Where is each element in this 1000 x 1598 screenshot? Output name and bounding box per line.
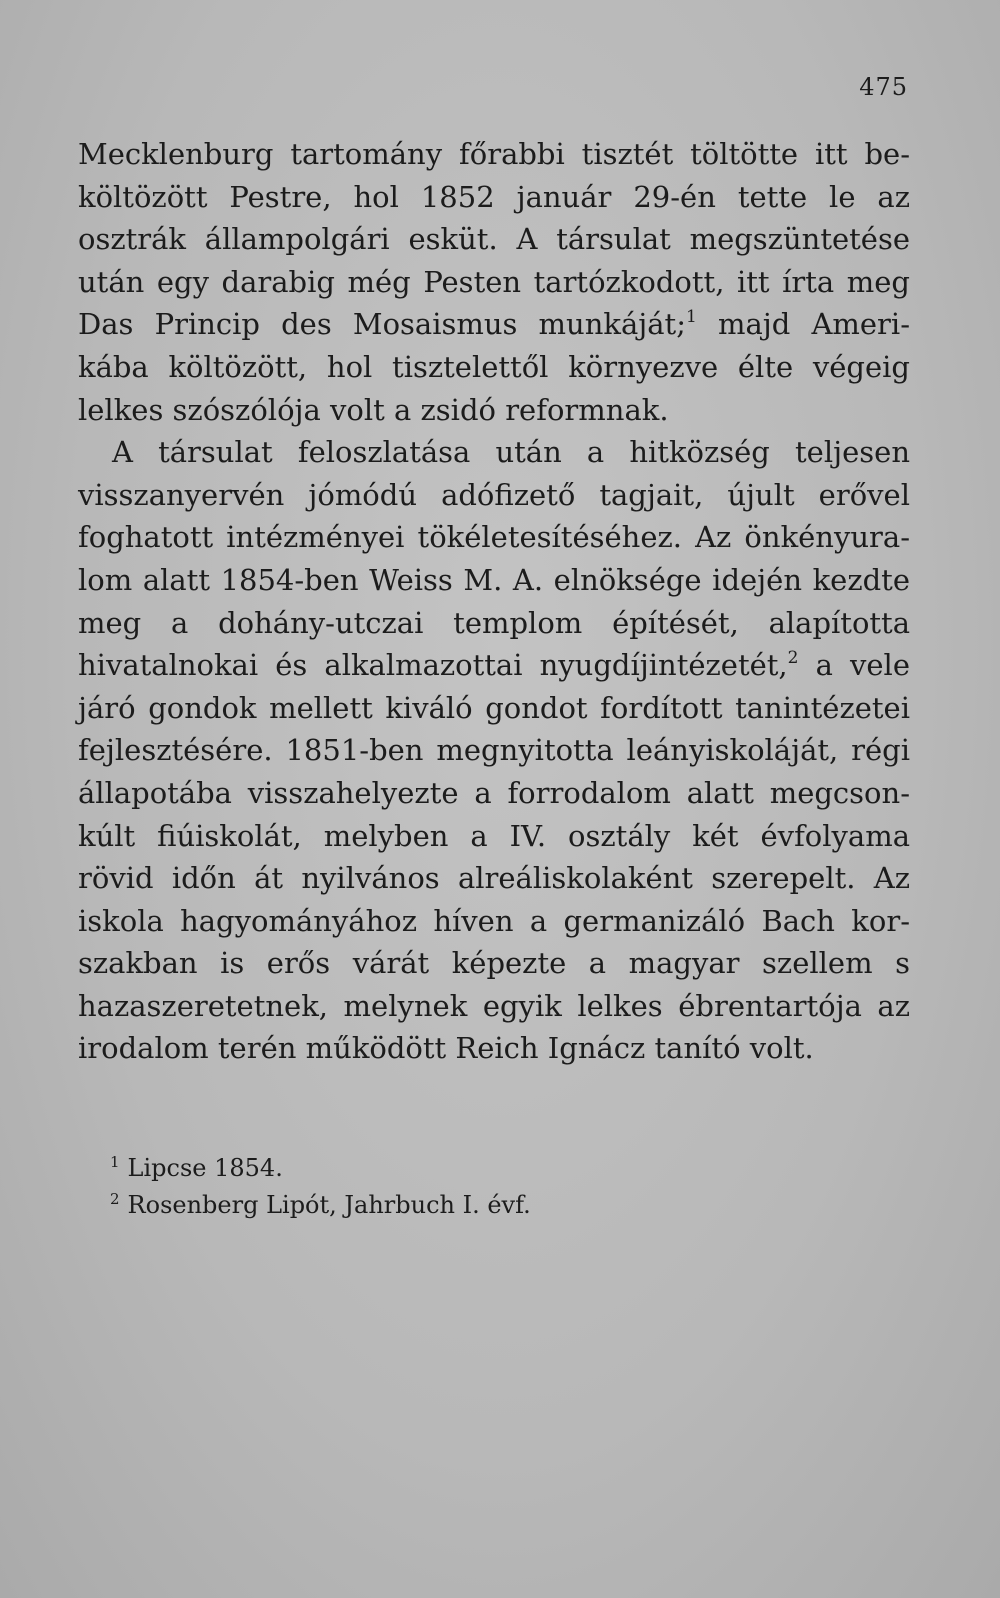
footnote-text: Lipcse 1854. [127,1154,283,1182]
text-line-with-footnote-ref [78,644,910,687]
footnote-1 [110,1150,810,1187]
text-line: Mecklenburg tartomány főrabbi tisztét töltötte itt be- [78,137,910,171]
text-segment: hivatalnokai és alkalmazottai nyugdíjintézetét, [78,648,788,683]
footnote-text: Rosenberg Lipót, Jahrbuch I. évf. [127,1191,531,1219]
footnotes [110,1150,810,1224]
footnote-2 [110,1187,810,1224]
text-line: A társulat feloszlatása után a hitközség teljesen [112,435,910,470]
text-line: járó gondok mellett kiváló gondot fordított tanintézetei [78,690,910,725]
text-line: szakban is erős várát képezte a magyar szellem s [78,946,910,981]
text-line: irodalom terén működött Reich Ignácz tanító volt. [78,1031,814,1066]
text-line: visszanyervén jómódú adófizető tagjait, újult erővel [78,477,910,512]
text-line: osztrák állampolgári esküt. A társulat megszüntetése [78,222,910,257]
text-line: után egy darabig még Pesten tartózkodott, itt írta meg [78,264,910,299]
footnote-ref-2: 2 [787,648,799,669]
text-line: állapotába visszahelyezte a forrodalom alatt megcson- [78,775,910,810]
page-number: 475 [859,73,908,101]
footnote-mark: 2 [110,1190,120,1208]
text-segment: Das Princip des Mosaismus munkáját; [78,307,686,342]
text-line: iskola hagyományához híven a germanizáló Bach kor- [78,903,910,938]
text-line: meg a dohány-utczai templom építését, alapította [78,605,910,640]
text-line: lelkes szószólója volt a zsidó reformnak. [78,392,669,427]
footnote-ref-1: 1 [685,307,697,328]
footnote-mark: 1 [110,1153,120,1171]
text-line: kúlt fiúiskolát, melyben a IV. osztály két évfolyama [78,818,910,853]
text-line: fejlesztésére. 1851-ben megnyitotta leányiskoláját, régi [78,733,910,768]
text-line: kába költözött, hol tisztelettől környezve élte végeig [78,349,910,384]
text-line: foghatott intézményei tökéletesítéséhez. Az önkényura- [78,520,910,555]
text-line: hazaszeretetnek, melynek egyik lelkes ébrentartója az [78,988,910,1023]
text-line: lom alatt 1854-ben Weiss M. A. elnöksége idején kezdte [78,562,910,597]
body-text [78,133,910,1070]
text-line: rövid időn át nyilvános alreáliskolaként szerepelt. Az [78,861,910,896]
text-segment: a vele [798,648,910,683]
text-segment: majd Ameri- [696,307,910,342]
text-line: költözött Pestre, hol 1852 január 29-én tette le az [78,179,910,214]
text-line-with-footnote-ref [78,303,910,346]
